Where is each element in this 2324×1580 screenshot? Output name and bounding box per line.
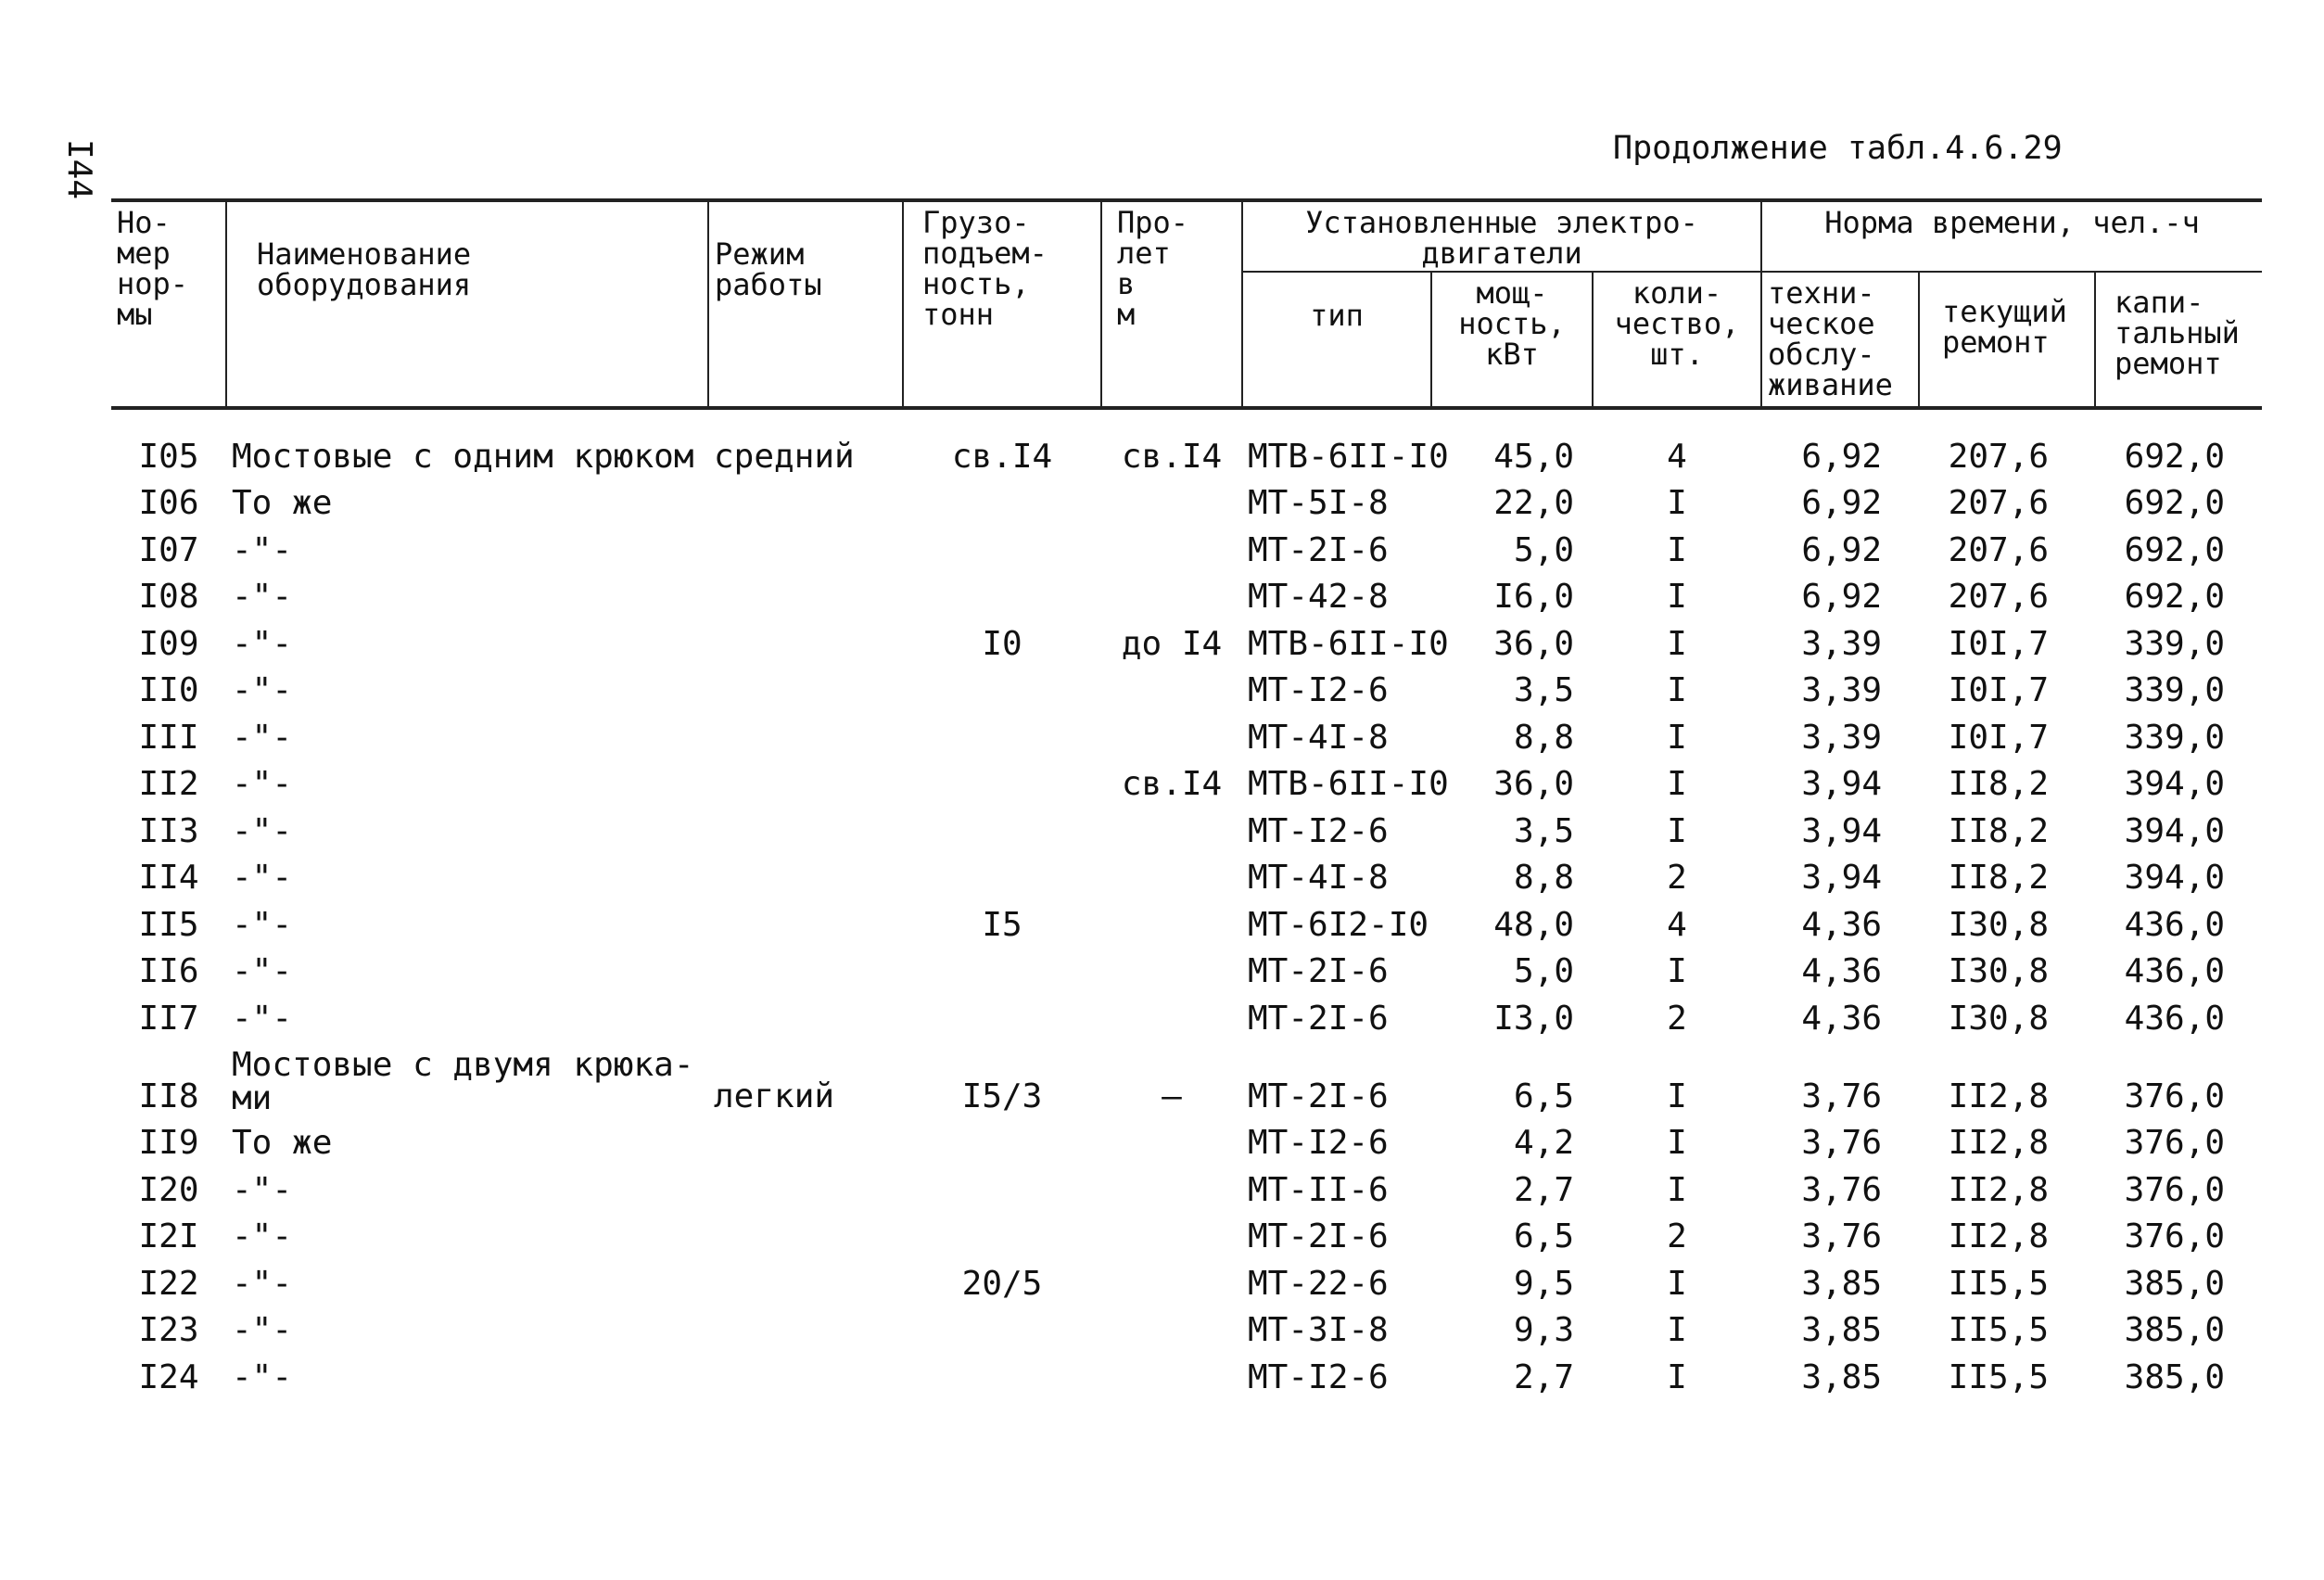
cell-number: I20 <box>138 1170 199 1209</box>
cell-capital-repair: 692,0 <box>2124 530 2226 569</box>
cell-name: -"- <box>232 578 293 616</box>
cell-name: Мостовые с одним крюком <box>232 437 694 476</box>
table-row <box>111 476 2262 523</box>
cell-current-repair: 207,6 <box>1948 437 2050 476</box>
cell-motor-qty: 2 <box>1667 999 1687 1038</box>
cell-name: То же <box>232 484 333 522</box>
cell-capacity <box>903 990 1101 1038</box>
cell-current-repair: II2,8 <box>1948 1124 2050 1162</box>
cell-motor-type: МТ-3I-8 <box>1248 1311 1389 1349</box>
cell-mode <box>708 757 903 804</box>
table-row <box>111 850 2262 898</box>
cell-motor-type: МТ-I2-6 <box>1248 671 1389 709</box>
cell-capital-repair: 692,0 <box>2124 484 2226 522</box>
cell-name: -"- <box>232 811 293 850</box>
cell-span <box>1101 990 1242 1038</box>
header-motors-group: Установленные электро- двигатели <box>1242 200 1761 272</box>
table-row <box>111 757 2262 804</box>
cell-motor-qty: 2 <box>1667 1217 1687 1255</box>
cell-maintenance: 3,85 <box>1801 1264 1883 1303</box>
cell-number: II7 <box>138 999 199 1038</box>
cell-maintenance: 3,39 <box>1801 718 1883 757</box>
cell-maintenance: 6,92 <box>1801 578 1883 616</box>
cell-name: -"- <box>232 671 293 709</box>
cell-name: -"- <box>232 1264 293 1303</box>
table-row <box>111 1038 2262 1115</box>
cell-motor-qty: I <box>1667 671 1687 709</box>
cell-motor-type: МТ-I2-6 <box>1248 1357 1389 1396</box>
cell-motor-power: 5,0 <box>1513 530 1574 569</box>
cell-span: св.I4 <box>1121 437 1223 476</box>
cell-capacity <box>903 944 1101 991</box>
cell-motor-power: 6,5 <box>1513 1077 1574 1115</box>
cell-motor-power: I6,0 <box>1493 578 1574 616</box>
cell-mode <box>708 1162 903 1209</box>
cell-mode: легкий <box>714 1077 835 1115</box>
cell-capital-repair: 436,0 <box>2124 952 2226 990</box>
cell-capacity: св.I4 <box>951 437 1053 476</box>
cell-span: – <box>1162 1077 1182 1115</box>
cell-motor-power: 3,5 <box>1513 671 1574 709</box>
cell-motor-power: 3,5 <box>1513 811 1574 850</box>
cell-motor-qty: I <box>1667 1077 1687 1115</box>
cell-capital-repair: 692,0 <box>2124 437 2226 476</box>
cell-capacity <box>903 1349 1101 1396</box>
cell-maintenance: 3,94 <box>1801 811 1883 850</box>
cell-span: св.I4 <box>1121 765 1223 803</box>
cell-maintenance: 3,76 <box>1801 1124 1883 1162</box>
cell-number: I06 <box>138 484 199 522</box>
header-capacity: Грузо- подъем- ность, тонн <box>903 200 1101 408</box>
cell-current-repair: II8,2 <box>1948 859 2050 897</box>
cell-span: до I4 <box>1121 624 1223 663</box>
cell-span <box>1101 709 1242 757</box>
cell-capacity <box>903 663 1101 710</box>
cell-capital-repair: 376,0 <box>2124 1124 2226 1162</box>
cell-mode <box>708 1209 903 1256</box>
cell-current-repair: II5,5 <box>1948 1264 2050 1303</box>
header-motor-power: мощ- ность, кВт <box>1431 272 1593 408</box>
cell-span <box>1101 850 1242 898</box>
header-time-group: Норма времени, чел.-ч <box>1761 200 2262 272</box>
cell-capital-repair: 692,0 <box>2124 578 2226 616</box>
cell-capital-repair: 339,0 <box>2124 671 2226 709</box>
cell-span <box>1101 1162 1242 1209</box>
cell-maintenance: 3,85 <box>1801 1311 1883 1349</box>
table-header <box>111 200 2262 408</box>
cell-maintenance: 6,92 <box>1801 484 1883 522</box>
cell-motor-power: 8,8 <box>1513 718 1574 757</box>
cell-motor-qty: I <box>1667 578 1687 616</box>
cell-mode <box>708 944 903 991</box>
cell-capital-repair: 376,0 <box>2124 1170 2226 1209</box>
cell-name: -"- <box>232 1311 293 1349</box>
cell-capital-repair: 394,0 <box>2124 859 2226 897</box>
cell-capacity <box>903 476 1101 523</box>
cell-name: -"- <box>232 718 293 757</box>
cell-maintenance: 3,76 <box>1801 1170 1883 1209</box>
cell-motor-qty: I <box>1667 952 1687 990</box>
cell-capacity <box>903 1162 1101 1209</box>
table-body <box>111 408 2262 1396</box>
cell-motor-power: 2,7 <box>1513 1170 1574 1209</box>
cell-capital-repair: 394,0 <box>2124 811 2226 850</box>
cell-maintenance: 4,36 <box>1801 905 1883 944</box>
cell-mode <box>708 1303 903 1350</box>
cell-motor-type: МТ-2I-6 <box>1248 530 1389 569</box>
cell-number: I05 <box>138 437 199 476</box>
table-row <box>111 803 2262 850</box>
cell-current-repair: II5,5 <box>1948 1357 2050 1396</box>
cell-capital-repair: 436,0 <box>2124 999 2226 1038</box>
header-motor-qty: коли- чество, шт. <box>1593 272 1761 408</box>
cell-current-repair: I0I,7 <box>1948 718 2050 757</box>
cell-capacity <box>903 522 1101 569</box>
cell-motor-type: МТ-2I-6 <box>1248 1077 1389 1115</box>
cell-current-repair: I30,8 <box>1948 905 2050 944</box>
cell-current-repair: I30,8 <box>1948 999 2050 1038</box>
cell-motor-power: 48,0 <box>1493 905 1574 944</box>
cell-name: -"- <box>232 905 293 944</box>
header-maintenance: техни- ческое обслу- живание <box>1761 272 1919 408</box>
table-row <box>111 569 2262 617</box>
cell-span <box>1101 897 1242 944</box>
cell-maintenance: 3,94 <box>1801 859 1883 897</box>
cell-motor-qty: I <box>1667 1170 1687 1209</box>
cell-motor-qty: 4 <box>1667 437 1687 476</box>
cell-mode <box>708 709 903 757</box>
cell-motor-type: МТ-4I-8 <box>1248 859 1389 897</box>
header-name: Наименование оборудования <box>226 200 708 408</box>
cell-current-repair: 207,6 <box>1948 484 2050 522</box>
cell-capital-repair: 339,0 <box>2124 718 2226 757</box>
cell-motor-type: МТ-6I2-I0 <box>1248 905 1429 944</box>
cell-mode <box>708 850 903 898</box>
cell-mode <box>708 522 903 569</box>
cell-motor-power: 45,0 <box>1493 437 1574 476</box>
cell-number: II3 <box>138 811 199 850</box>
cell-current-repair: I0I,7 <box>1948 624 2050 663</box>
cell-capacity <box>903 850 1101 898</box>
cell-capacity <box>903 803 1101 850</box>
cell-motor-type: МТВ-6II-I0 <box>1248 765 1449 803</box>
cell-capacity <box>903 1209 1101 1256</box>
cell-span <box>1101 663 1242 710</box>
cell-name: -"- <box>232 1357 293 1396</box>
cell-current-repair: II5,5 <box>1948 1311 2050 1349</box>
cell-number: II0 <box>138 671 199 709</box>
cell-maintenance: 4,36 <box>1801 999 1883 1038</box>
cell-number: II4 <box>138 859 199 897</box>
cell-name: То же <box>232 1124 333 1162</box>
table-row <box>111 1209 2262 1256</box>
cell-mode <box>708 897 903 944</box>
cell-name: -"- <box>232 859 293 897</box>
cell-name: -"- <box>232 999 293 1038</box>
header-number: Но- мер нор- мы <box>111 200 226 408</box>
cell-motor-power: 2,7 <box>1513 1357 1574 1396</box>
cell-motor-type: МТВ-6II-I0 <box>1248 437 1449 476</box>
table-row <box>111 408 2262 476</box>
cell-capacity: I5/3 <box>961 1077 1043 1115</box>
table-row <box>111 1255 2262 1303</box>
cell-mode <box>708 616 903 663</box>
table-row <box>111 663 2262 710</box>
cell-capacity: I0 <box>982 624 1022 663</box>
cell-number: II5 <box>138 905 199 944</box>
cell-mode <box>708 990 903 1038</box>
cell-motor-power: 36,0 <box>1493 624 1574 663</box>
cell-span <box>1101 1303 1242 1350</box>
cell-current-repair: II2,8 <box>1948 1170 2050 1209</box>
table-row <box>111 1303 2262 1350</box>
cell-name: Мостовые с двумя крюка- ми <box>232 1045 694 1117</box>
cell-span <box>1101 522 1242 569</box>
cell-mode <box>708 1115 903 1163</box>
header-span: Про- лет в м <box>1101 200 1242 408</box>
cell-capacity <box>903 569 1101 617</box>
cell-mode <box>708 476 903 523</box>
cell-current-repair: II2,8 <box>1948 1077 2050 1115</box>
cell-span <box>1101 569 1242 617</box>
cell-maintenance: 3,85 <box>1801 1357 1883 1396</box>
header-current-repair: текущий ремонт <box>1919 272 2095 408</box>
cell-span <box>1101 1115 1242 1163</box>
cell-motor-type: МТ-5I-8 <box>1248 484 1389 522</box>
cell-capital-repair: 436,0 <box>2124 905 2226 944</box>
cell-number: I08 <box>138 578 199 616</box>
cell-mode <box>708 803 903 850</box>
cell-motor-power: 5,0 <box>1513 952 1574 990</box>
cell-current-repair: I30,8 <box>1948 952 2050 990</box>
cell-capacity: I5 <box>982 905 1022 944</box>
cell-capacity <box>903 1303 1101 1350</box>
cell-current-repair: I0I,7 <box>1948 671 2050 709</box>
cell-motor-power: 9,5 <box>1513 1264 1574 1303</box>
cell-motor-power: 36,0 <box>1493 765 1574 803</box>
cell-name: -"- <box>232 1217 293 1255</box>
cell-mode <box>708 569 903 617</box>
cell-current-repair: II8,2 <box>1948 765 2050 803</box>
cell-capacity <box>903 709 1101 757</box>
table-row <box>111 944 2262 991</box>
cell-motor-qty: 4 <box>1667 905 1687 944</box>
cell-number: II6 <box>138 952 199 990</box>
header-mode: Режим работы <box>708 200 903 408</box>
cell-capital-repair: 339,0 <box>2124 624 2226 663</box>
table-row <box>111 897 2262 944</box>
cell-capital-repair: 385,0 <box>2124 1264 2226 1303</box>
table-continuation-title: Продолжение табл.4.6.29 <box>1613 130 2063 167</box>
cell-motor-qty: I <box>1667 765 1687 803</box>
cell-motor-qty: I <box>1667 530 1687 569</box>
cell-motor-power: 9,3 <box>1513 1311 1574 1349</box>
cell-motor-qty: I <box>1667 1357 1687 1396</box>
cell-number: I24 <box>138 1357 199 1396</box>
cell-capacity: 20/5 <box>961 1264 1043 1303</box>
cell-mode <box>708 1349 903 1396</box>
table-row <box>111 709 2262 757</box>
cell-span <box>1101 476 1242 523</box>
cell-motor-power: 22,0 <box>1493 484 1574 522</box>
cell-motor-qty: I <box>1667 811 1687 850</box>
cell-number: I23 <box>138 1311 199 1349</box>
cell-name: -"- <box>232 530 293 569</box>
cell-maintenance: 3,39 <box>1801 671 1883 709</box>
cell-capital-repair: 376,0 <box>2124 1217 2226 1255</box>
cell-motor-type: МТВ-6II-I0 <box>1248 624 1449 663</box>
cell-maintenance: 3,94 <box>1801 765 1883 803</box>
cell-motor-qty: I <box>1667 624 1687 663</box>
cell-name: -"- <box>232 765 293 803</box>
cell-number: I22 <box>138 1264 199 1303</box>
norms-table <box>111 198 2262 1396</box>
cell-number: II8 <box>138 1077 199 1115</box>
cell-motor-qty: 2 <box>1667 859 1687 897</box>
cell-maintenance: 3,76 <box>1801 1217 1883 1255</box>
cell-number: II9 <box>138 1124 199 1162</box>
cell-current-repair: II8,2 <box>1948 811 2050 850</box>
cell-motor-type: МТ-2I-6 <box>1248 1217 1389 1255</box>
cell-motor-power: 8,8 <box>1513 859 1574 897</box>
cell-motor-type: МТ-II-6 <box>1248 1170 1389 1209</box>
cell-capacity <box>903 1115 1101 1163</box>
cell-name: -"- <box>232 624 293 663</box>
table-row <box>111 990 2262 1038</box>
header-capital-repair: капи- тальный ремонт <box>2095 272 2262 408</box>
cell-motor-type: МТ-I2-6 <box>1248 1124 1389 1162</box>
cell-motor-power: 4,2 <box>1513 1124 1574 1162</box>
cell-maintenance: 3,39 <box>1801 624 1883 663</box>
cell-name: -"- <box>232 1170 293 1209</box>
cell-capital-repair: 376,0 <box>2124 1077 2226 1115</box>
cell-span <box>1101 944 1242 991</box>
cell-motor-type: МТ-I2-6 <box>1248 811 1389 850</box>
cell-span <box>1101 1209 1242 1256</box>
cell-mode: средний <box>714 437 855 476</box>
cell-motor-qty: I <box>1667 1124 1687 1162</box>
cell-number: II2 <box>138 765 199 803</box>
cell-current-repair: 207,6 <box>1948 530 2050 569</box>
cell-span <box>1101 1255 1242 1303</box>
cell-mode <box>708 663 903 710</box>
cell-motor-type: МТ-4I-8 <box>1248 718 1389 757</box>
table-row <box>111 1349 2262 1396</box>
cell-motor-power: 6,5 <box>1513 1217 1574 1255</box>
cell-current-repair: 207,6 <box>1948 578 2050 616</box>
norms-table-container <box>111 198 2262 1396</box>
table-row <box>111 1115 2262 1163</box>
cell-span <box>1101 1349 1242 1396</box>
page-number: I44 <box>60 139 98 200</box>
table-row <box>111 1162 2262 1209</box>
cell-motor-power: I3,0 <box>1493 999 1574 1038</box>
cell-motor-type: МТ-2I-6 <box>1248 952 1389 990</box>
cell-name: -"- <box>232 952 293 990</box>
cell-maintenance: 3,76 <box>1801 1077 1883 1115</box>
cell-capital-repair: 385,0 <box>2124 1311 2226 1349</box>
cell-number: III <box>138 718 199 757</box>
cell-span <box>1101 803 1242 850</box>
cell-motor-qty: I <box>1667 484 1687 522</box>
cell-number: I07 <box>138 530 199 569</box>
cell-capacity <box>903 757 1101 804</box>
table-row <box>111 616 2262 663</box>
cell-maintenance: 6,92 <box>1801 530 1883 569</box>
cell-motor-qty: I <box>1667 1264 1687 1303</box>
cell-maintenance: 4,36 <box>1801 952 1883 990</box>
cell-motor-type: МТ-42-8 <box>1248 578 1389 616</box>
cell-number: I2I <box>138 1217 199 1255</box>
cell-capital-repair: 385,0 <box>2124 1357 2226 1396</box>
cell-mode <box>708 1255 903 1303</box>
table-row <box>111 522 2262 569</box>
cell-current-repair: II2,8 <box>1948 1217 2050 1255</box>
cell-motor-qty: I <box>1667 1311 1687 1349</box>
cell-capital-repair: 394,0 <box>2124 765 2226 803</box>
cell-motor-qty: I <box>1667 718 1687 757</box>
cell-motor-type: МТ-22-6 <box>1248 1264 1389 1303</box>
cell-number: I09 <box>138 624 199 663</box>
header-motor-type: тип <box>1242 272 1431 408</box>
cell-motor-type: МТ-2I-6 <box>1248 999 1389 1038</box>
cell-maintenance: 6,92 <box>1801 437 1883 476</box>
